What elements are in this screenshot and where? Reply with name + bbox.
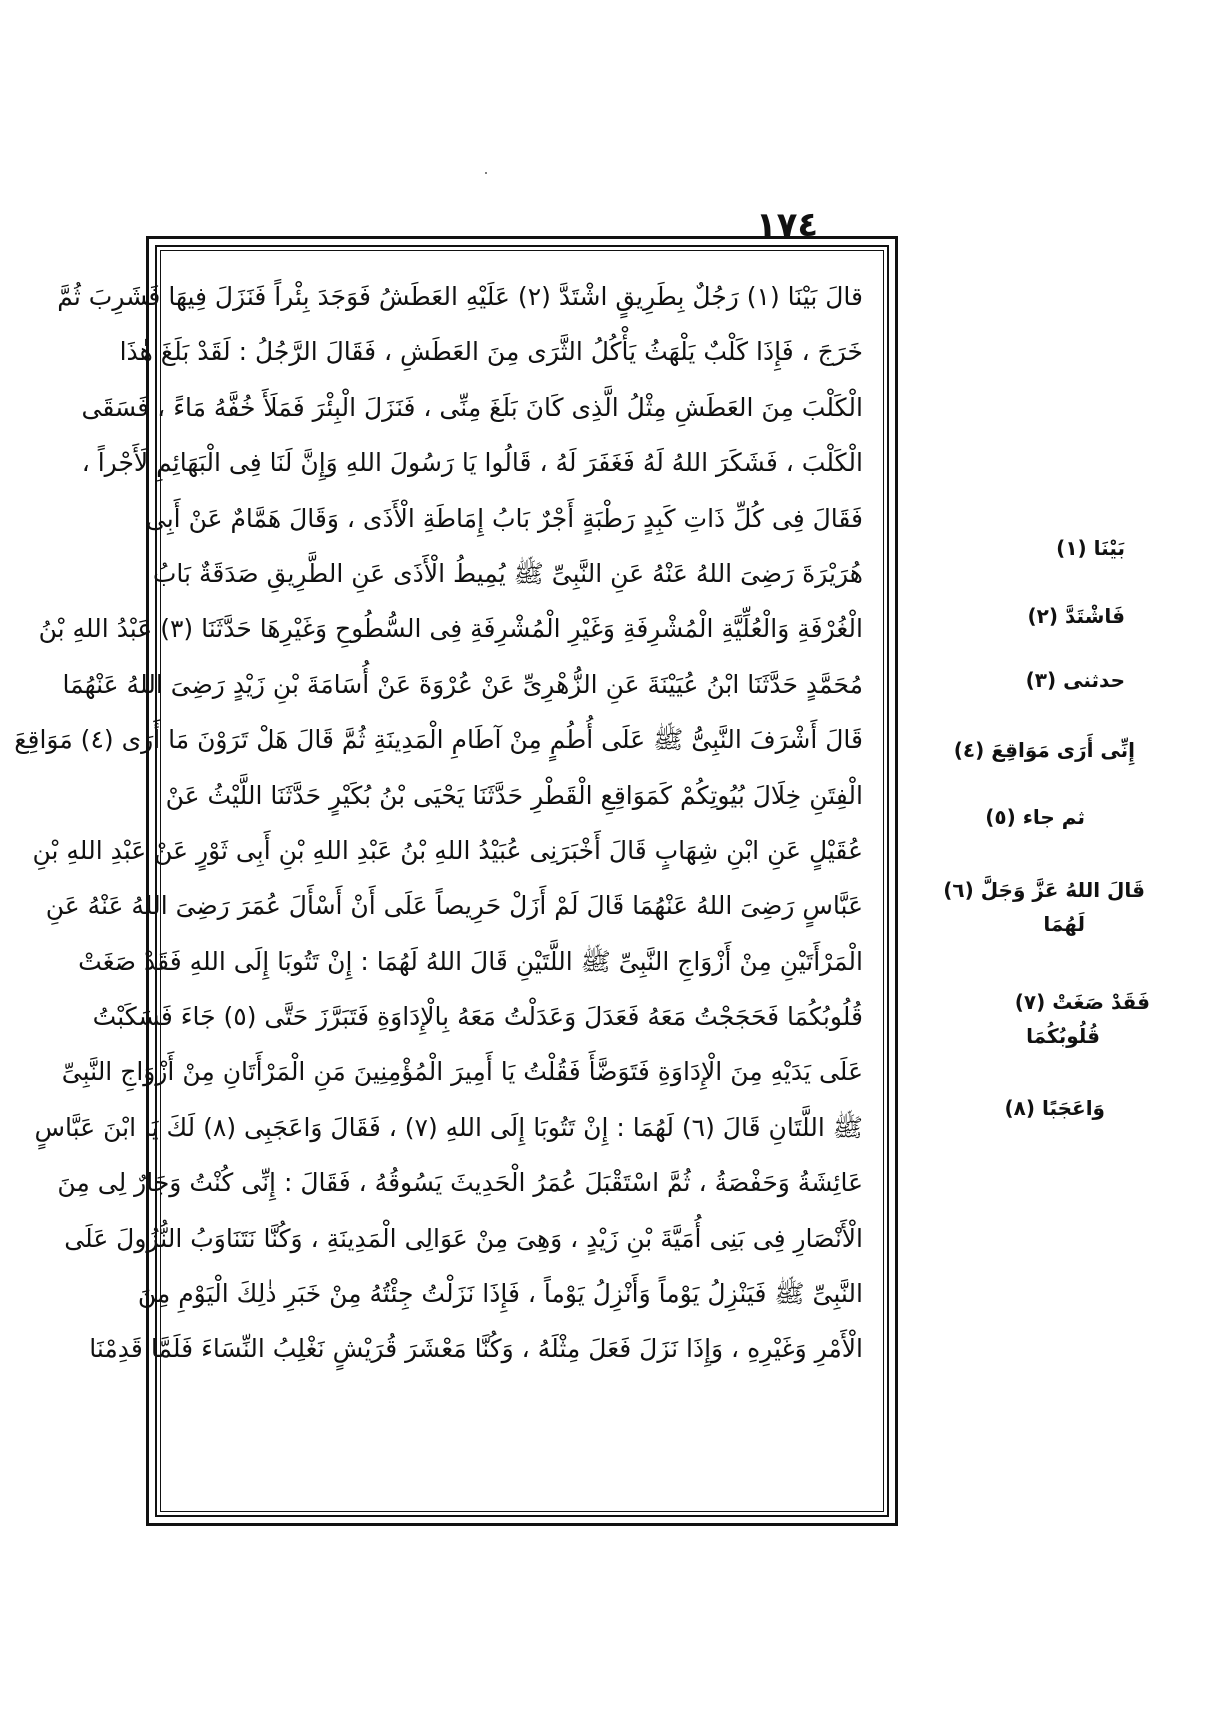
note-number: (٥) — [985, 805, 1016, 829]
main-text-body — [14, 269, 863, 1497]
text-frame-inner-rule — [14, 250, 884, 1512]
note-number: (٨) — [1004, 1096, 1035, 1120]
text-line: فَقَالَ فِى كُلِّ ذَاتِ كَبِدٍ رَطْبَةٍ أَجْرٌ بَابُ إِمَاطَةِ الْأَذَى ، وَقَالَ هَمَّامٌ عَنْ أَبِى — [145, 503, 863, 533]
text-line: الْكَلْبَ مِنَ العَطَشِ مِثْلُ الَّذِى كَانَ بَلَغَ مِنِّى ، فَنَزَلَ الْبِئْرَ فَمَلَأَ خُفَّهُ مَاءً ، فَسَقَى — [81, 392, 863, 422]
text-line: قالَ بَيْنَا (١) رَجُلٌ بِطَرِيقٍ اشْتَدَّ (٢) عَلَيْهِ العَطَشُ فَوَجَدَ بِئْراً فَنَزَلَ فِيهَا فَشَرِبَ ثُمَّ — [57, 282, 863, 311]
margin-note — [937, 878, 1145, 902]
text-line: الْكَلْبَ ، فَشَكَرَ اللهُ لَهُ فَغَفَرَ لَهُ ، قَالُوا يَا رَسُولَ اللهِ وَإِنَّ لَنَا فِى الْبَهَائِمِ لَأَجْراً ، — [81, 448, 863, 478]
text-line: الْمَرْأَتَيْنِ مِنْ أَزْوَاجِ النَّبِىِّ ﷺ اللَّتَيْنِ قَالَ اللهُ لَهُمَا : إِنْ تَتُوبَا إِلَى اللهِ فَقَدْ صَغَتْ — [78, 946, 863, 976]
note-text: ثم جاء — [1022, 805, 1085, 829]
text-line: هُرَيْرَةَ رَضِىَ اللهُ عَنْهُ عَنِ النَّبِىِّ ﷺ يُمِيطُ الْأَذَى عَنِ الطَّرِيقِ صَدَقَةٌ بَابُ — [152, 558, 863, 588]
text-line: قُلُوبُكُمَا فَحَجَجْتُ مَعَهُ فَعَدَلَ وَعَدَلْتُ مَعَهُ بِالْإِدَاوَةِ فَتَبَرَّزَ حَتَّى (٥) جَاءَ فَسَكَبْتُ — [92, 1002, 863, 1032]
note-text: وَاعَجَبًا — [1041, 1096, 1105, 1120]
text-frame — [14, 236, 898, 1526]
margin-note-continuation: قُلُوبُكُمَا — [1026, 1024, 1100, 1048]
note-text: حدثنى — [1063, 668, 1125, 692]
note-text: إِنِّى أَرَى مَوَاقِعَ — [991, 738, 1135, 762]
text-line: عَلَى يَدَيْهِ مِنَ الْإِدَاوَةِ فَتَوَضَّأَ فَقُلْتُ يَا أَمِيرَ الْمُؤْمِنِينَ مَنِ الْمَرْأَتَانِ مِنْ أَزْوَاجِ النَّبِىِّ — [61, 1057, 863, 1087]
note-number: (٣) — [1025, 668, 1057, 692]
margin-note — [1020, 668, 1125, 692]
text-line — [181, 1432, 863, 1487]
text-line: ﷺ اللَّتَانِ قَالَ (٦) لَهُمَا : إِنْ تَتُوبَا إِلَى اللهِ (٧) ، فَقَالَ وَاعَجَبِى (٨) لَكَ يَا ابْنَ عَبَّاسٍ — [34, 1112, 863, 1142]
text-line: مُحَمَّدٍ حَدَّثَنَا ابْنُ عُيَيْنَةَ عَنِ الزُّهْرِىِّ عَنْ عُرْوَةَ عَنْ أُسَامَةَ بْنِ زَيْدٍ رَضِىَ اللهُ عَنْهُمَا — [62, 669, 863, 699]
margin-note — [998, 1096, 1105, 1120]
note-number: (٤) — [953, 738, 985, 762]
text-line: عَائِشَةُ وَحَفْصَةُ ، ثُمَّ اسْتَقْبَلَ عُمَرُ الْحَدِيثَ يَسُوقُهُ ، فَقَالَ : إِنِّى كُنْتُ وَجَارٌ لِى مِنَ — [57, 1168, 863, 1198]
note-text: قَالَ اللهُ عَزَّ وَجَلَّ — [980, 878, 1145, 902]
text-line: الْأَنْصَارِ فِى بَنِى أُمَيَّةَ بْنِ زَيْدٍ ، وَهِىَ مِنْ عَوَالِى الْمَدِينَةِ ، وَكُنَّا نَتَنَاوَبُ النُّزُولَ عَلَى — [64, 1223, 863, 1253]
note-number: (٢) — [1027, 604, 1059, 628]
note-text: فَاشْتَدَّ — [1065, 604, 1125, 628]
scan-speck — [485, 172, 487, 174]
margin-note — [979, 805, 1085, 829]
margin-note — [1050, 536, 1125, 560]
margin-note — [1022, 604, 1125, 628]
note-number: (٧) — [1014, 990, 1046, 1014]
text-frame-inner-border — [14, 245, 889, 1517]
text-line: خَرَجَ ، فَإِذَا كَلْبٌ يَلْهَثُ يَأْكُلُ الثَّرَى مِنَ العَطَشِ ، فَقَالَ الرَّجُلُ : لَقَدْ بَلَغَ هٰذَا — [119, 337, 863, 367]
note-text: فَقَدْ صَغَتْ — [1052, 990, 1150, 1014]
text-line: قَالَ أَشْرَفَ النَّبِىُّ ﷺ عَلَى أُطُمٍ مِنْ آطَامِ الْمَدِينَةِ ثُمَّ قَالَ هَلْ تَرَوْنَ مَا أَرَى (٤) مَوَاقِعَ — [14, 725, 863, 755]
text-line: الْفِتَنِ خِلَالَ بُيُوتِكُمْ كَمَوَاقِعِ الْقَطْرِ حَدَّثَنَا يَحْيَى بْنُ بُكَيْرٍ حَدَّثَنَا اللَّيْثُ عَنْ — [165, 780, 863, 810]
margin-note — [1009, 990, 1150, 1014]
text-line: الْأَمْرِ وَغَيْرِهِ ، وَإِذَا نَزَلَ فَعَلَ مِثْلَهُ ، وَكُنَّا مَعْشَرَ قُرَيْشٍ نَغْلِبُ النِّسَاءَ فَلَمَّا قَدِمْنَا — [89, 1334, 863, 1364]
text-line: عَبَّاسٍ رَضِىَ اللهُ عَنْهُمَا قَالَ لَمْ أَزَلْ حَرِيصاً عَلَى أَنْ أَسْأَلَ عُمَرَ رَضِىَ اللهُ عَنْهُ عَنِ — [45, 891, 863, 921]
text-line: الْغُرْفَةِ وَالْعُلِّيَّةِ الْمُشْرِفَةِ وَغَيْرِ الْمُشْرِفَةِ فِى السُّطُوحِ وَغَيْرِهَا حَدَّثَنَا (٣) عَبْدُ اللهِ بْنُ — [38, 614, 863, 644]
note-text: بَيْنَا — [1093, 536, 1125, 560]
margin-note — [948, 738, 1135, 762]
page-number: ١٧٤ — [755, 205, 819, 245]
text-line — [181, 1377, 863, 1432]
note-number: (١) — [1056, 536, 1087, 560]
text-line: النَّبِىِّ ﷺ فَيَنْزِلُ يَوْماً وَأَنْزِلُ يَوْماً ، فَإِذَا نَزَلْتُ جِئْتُهُ مِنْ خَبَرِ ذٰلِكَ الْيَوْمِ مِنَ — [137, 1279, 863, 1309]
margin-note-continuation: لَهُمَا — [1043, 912, 1085, 936]
text-line: عُقَيْلٍ عَنِ ابْنِ شِهَابٍ قَالَ أَخْبَرَنِى عُبَيْدُ اللهِ بْنُ عَبْدِ اللهِ بْنِ أَبِى ثَوْرٍ عَنْ عَبْدِ اللهِ بْنِ — [32, 835, 863, 865]
note-number: (٦) — [943, 878, 974, 902]
